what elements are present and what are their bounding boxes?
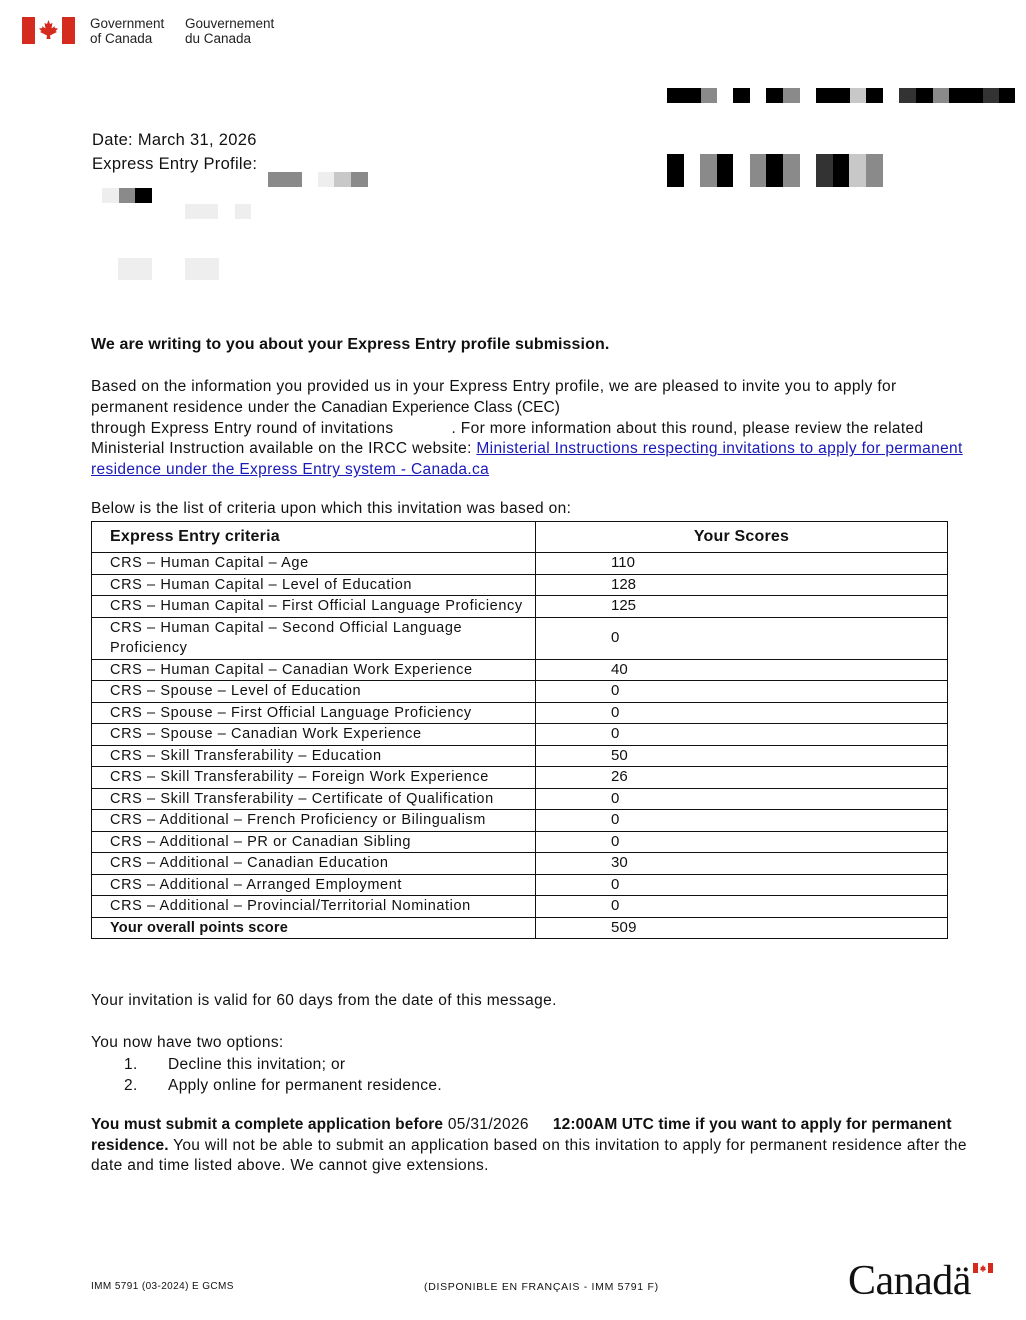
table-row: CRS – Human Capital – Second Official Language Proficiency 0 <box>92 617 948 659</box>
list-item: 1. Decline this invitation; or <box>124 1056 346 1073</box>
canada-flag-icon <box>22 17 75 44</box>
table-row: CRS – Spouse – Level of Education 0 <box>92 681 948 703</box>
table-row: CRS – Additional – French Proficiency or Bilingualism 0 <box>92 810 948 832</box>
table-row: CRS – Additional – PR or Canadian Sibling 0 <box>92 831 948 853</box>
invitation-paragraph: Based on the information you provided us in your Express Entry profile, we are pleased to invite you to apply for permanent residence under the Canadian Experience Class (CEC) through Express Entry round of invitations . For more information about this round, please review the related Ministerial Instruction available on the IRCC website: Ministerial Instructions respecting invitations to apply for permanent residence under the Express Entry system - Canada.ca <box>91 378 963 479</box>
table-row: CRS – Spouse – First Official Language Proficiency 0 <box>92 702 948 724</box>
deadline-date: 05/31/2026 <box>447 1116 529 1133</box>
table-row: CRS – Skill Transferability – Foreign Work Experience 26 <box>92 767 948 789</box>
deadline-paragraph: You must submit a complete application before 05/31/2026 12:00AM UTC time if you want to apply for permanent residence. You will not be able to submit an application based on this invitation to apply for permanent residence after the date and time listed above. We cannot give extensions. <box>91 1116 967 1175</box>
criteria-intro: Below is the list of criteria upon which this invitation was based on: <box>91 500 572 517</box>
table-row: CRS – Human Capital – Level of Education 128 <box>92 574 948 596</box>
wordmark-flag-icon <box>973 1263 993 1273</box>
scores-column-header: Your Scores <box>536 522 948 553</box>
ministerial-instructions-link[interactable]: Ministerial Instructions respecting invitations to apply for permanent residence under the Express Entry system - Canada.ca <box>91 440 963 479</box>
table-row: CRS – Additional – Provincial/Territorial Nomination 0 <box>92 896 948 918</box>
program-name: Canadian Experience Class (CEC) <box>321 398 560 416</box>
table-header-row <box>92 522 948 553</box>
table-row: CRS – Human Capital – First Official Language Proficiency 125 <box>92 596 948 618</box>
table-row: CRS – Human Capital – Canadian Work Experience 40 <box>92 659 948 681</box>
table-row: CRS – Additional – Arranged Employment 0 <box>92 874 948 896</box>
table-row: CRS – Human Capital – Age 110 <box>92 553 948 575</box>
criteria-column-header: Express Entry criteria <box>92 522 536 553</box>
french-version-note: (DISPONIBLE EN FRANÇAIS - IMM 5791 F) <box>424 1281 659 1293</box>
government-of-canada-fr: Gouvernement du Canada <box>185 16 275 46</box>
table-row: CRS – Additional – Canadian Education 30 <box>92 853 948 875</box>
options-intro: You now have two options: <box>91 1034 284 1051</box>
letter-date: Date: March 31, 2026 <box>92 131 257 149</box>
canada-wordmark: Canadä <box>848 1258 971 1304</box>
table-row: CRS – Spouse – Canadian Work Experience 0 <box>92 724 948 746</box>
table-row: CRS – Skill Transferability – Education 50 <box>92 745 948 767</box>
total-row <box>92 917 948 939</box>
government-of-canada-en: Government of Canada <box>90 16 165 46</box>
table-row: CRS – Skill Transferability – Certificate of Qualification 0 <box>92 788 948 810</box>
validity-note: Your invitation is valid for 60 days from the date of this message. <box>91 992 557 1009</box>
options-list <box>124 1054 442 1096</box>
profile-label: Express Entry Profile: <box>92 155 258 173</box>
criteria-table <box>91 521 948 939</box>
letter-heading: We are writing to you about your Express Entry profile submission. <box>91 336 610 353</box>
total-label: Your overall points score <box>92 917 536 939</box>
total-score: 509 <box>536 917 948 939</box>
list-item: 2. Apply online for permanent residence. <box>124 1077 443 1094</box>
form-code: IMM 5791 (03-2024) E GCMS <box>91 1281 234 1292</box>
